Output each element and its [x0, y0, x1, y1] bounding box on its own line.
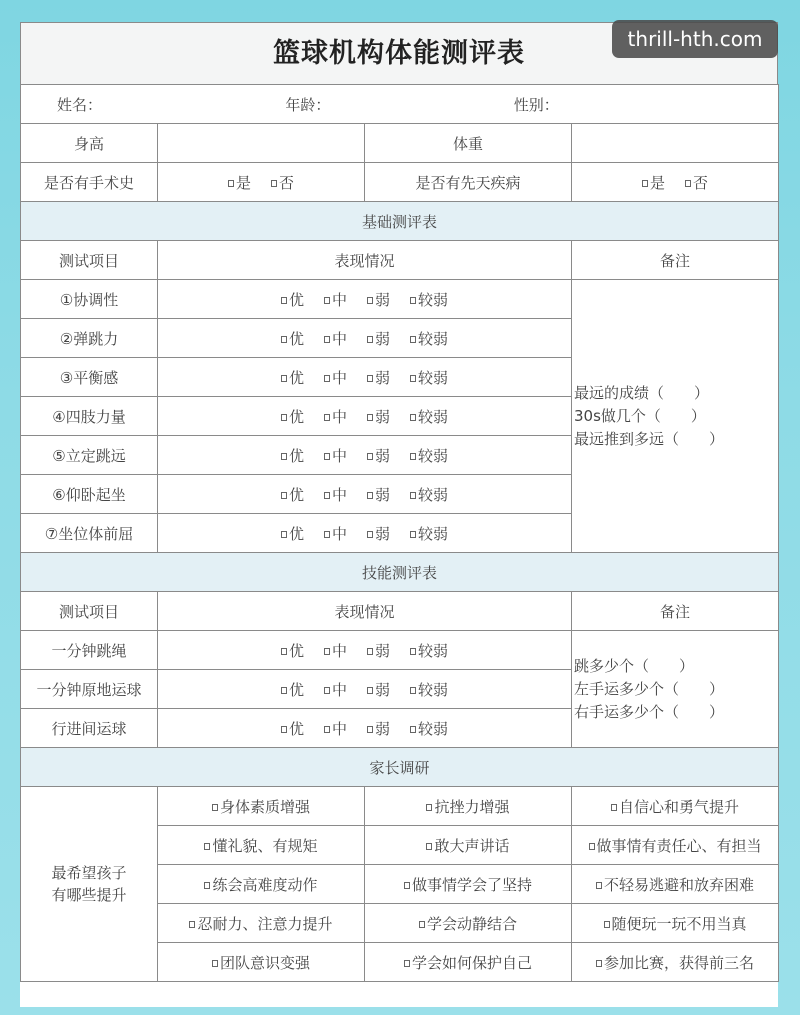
- basic-item-5-rating-2-checkbox[interactable]: 弱: [367, 484, 390, 505]
- basic-item-3-rating-3-checkbox[interactable]: 较弱: [410, 406, 448, 427]
- basic-item-0-rating-2-checkbox[interactable]: 弱: [367, 289, 390, 310]
- watermark-badge: thrill-hth.com: [612, 20, 778, 58]
- weight-input[interactable]: [572, 124, 779, 163]
- checkbox-icon: [596, 882, 602, 889]
- basic-item-3-rating-1-checkbox[interactable]: 中: [324, 406, 347, 427]
- basic-item-4-rating-0-checkbox[interactable]: 优: [281, 445, 304, 466]
- checkbox-icon: [426, 843, 432, 850]
- skill-item-0-rating-0-checkbox[interactable]: 优: [281, 640, 304, 661]
- checkbox-icon: [604, 921, 610, 928]
- gender-label: 性别：: [513, 95, 559, 114]
- parent-option-checkbox[interactable]: 敢大声讲话: [365, 826, 572, 865]
- basic-item-label: ⑤立定跳远: [21, 436, 158, 475]
- parent-question-cell: [21, 787, 158, 982]
- basic-item-4-rating-3-checkbox[interactable]: 较弱: [410, 445, 448, 466]
- parent-option-checkbox[interactable]: 随便玩一玩不用当真: [572, 904, 779, 943]
- skill-col-performance: 表现情况: [158, 592, 572, 631]
- parent-question-line: 有哪些提升: [51, 886, 127, 904]
- basic-note-line: 最远的成绩（ ）: [574, 383, 710, 402]
- basic-item-1-rating-3-checkbox[interactable]: 较弱: [410, 328, 448, 349]
- checkbox-icon: [596, 960, 602, 967]
- skill-item-0-rating-2-checkbox[interactable]: 弱: [367, 640, 390, 661]
- parent-option-checkbox[interactable]: 团队意识变强: [158, 943, 365, 982]
- checkbox-icon: [589, 843, 595, 850]
- basic-item-3-rating-options: [158, 397, 572, 436]
- skill-item-1-rating-options: [158, 670, 572, 709]
- congenital-yes-checkbox[interactable]: 是: [642, 172, 665, 193]
- basic-item-6-rating-0-checkbox[interactable]: 优: [281, 523, 304, 544]
- basic-col-note: 备注: [572, 241, 779, 280]
- parent-question-line: 最希望孩子: [51, 864, 127, 882]
- basic-item-2-rating-2-checkbox[interactable]: 弱: [367, 367, 390, 388]
- name-label: 姓名：: [57, 95, 103, 114]
- skill-note-line: 左手运多少个（ ）: [574, 679, 725, 698]
- basic-item-0-rating-1-checkbox[interactable]: 中: [324, 289, 347, 310]
- parent-option-checkbox[interactable]: 做事情学会了坚持: [365, 865, 572, 904]
- skill-item-1-rating-0-checkbox[interactable]: 优: [281, 679, 304, 700]
- skill-item-2-rating-3-checkbox[interactable]: 较弱: [410, 718, 448, 739]
- basic-item-6-rating-2-checkbox[interactable]: 弱: [367, 523, 390, 544]
- skill-item-row: [21, 631, 779, 670]
- basic-item-1-rating-1-checkbox[interactable]: 中: [324, 328, 347, 349]
- parent-option-checkbox[interactable]: 做事情有责任心、有担当: [572, 826, 779, 865]
- basic-item-label: ⑦坐位体前屈: [21, 514, 158, 553]
- skill-note-line: 跳多少个（ ）: [574, 656, 695, 675]
- skill-item-2-rating-1-checkbox[interactable]: 中: [324, 718, 347, 739]
- checkbox-icon: [419, 921, 425, 928]
- basic-item-6-rating-options: [158, 514, 572, 553]
- basic-note-line: 最远推到多远（ ）: [574, 429, 725, 448]
- skill-section-header: 技能测评表: [21, 553, 779, 592]
- basic-col-item: 测试项目: [21, 241, 158, 280]
- skill-item-2-rating-2-checkbox[interactable]: 弱: [367, 718, 390, 739]
- basic-item-6-rating-3-checkbox[interactable]: 较弱: [410, 523, 448, 544]
- surgery-options: [158, 163, 365, 202]
- checkbox-icon: [212, 804, 218, 811]
- basic-item-1-rating-0-checkbox[interactable]: 优: [281, 328, 304, 349]
- sheet-title: 篮球机构体能测评表: [20, 22, 778, 84]
- basic-col-performance: 表现情况: [158, 241, 572, 280]
- parent-option-checkbox[interactable]: 学会动静结合: [365, 904, 572, 943]
- parent-option-checkbox[interactable]: 自信心和勇气提升: [572, 787, 779, 826]
- basic-item-label: ③平衡感: [21, 358, 158, 397]
- height-input[interactable]: [158, 124, 365, 163]
- basic-item-4-rating-options: [158, 436, 572, 475]
- checkbox-icon: [212, 960, 218, 967]
- basic-item-2-rating-3-checkbox[interactable]: 较弱: [410, 367, 448, 388]
- basic-item-0-rating-3-checkbox[interactable]: 较弱: [410, 289, 448, 310]
- parent-option-checkbox[interactable]: 身体素质增强: [158, 787, 365, 826]
- skill-notes-cell[interactable]: [572, 631, 779, 748]
- assessment-form-table: [20, 84, 779, 982]
- weight-label: 体重: [365, 124, 572, 163]
- skill-note-line: 右手运多少个（ ）: [574, 702, 725, 721]
- skill-item-label: 一分钟原地运球: [21, 670, 158, 709]
- skill-item-0-rating-options: [158, 631, 572, 670]
- basic-item-0-rating-0-checkbox[interactable]: 优: [281, 289, 304, 310]
- checkbox-icon: [426, 804, 432, 811]
- checkbox-icon: [204, 843, 210, 850]
- basic-item-label: ①协调性: [21, 280, 158, 319]
- basic-item-2-rating-options: [158, 358, 572, 397]
- parent-option-checkbox[interactable]: 忍耐力、注意力提升: [158, 904, 365, 943]
- surgery-yes-checkbox[interactable]: 是: [228, 172, 251, 193]
- skill-item-label: 行进间运球: [21, 709, 158, 748]
- basic-item-5-rating-0-checkbox[interactable]: 优: [281, 484, 304, 505]
- skill-col-item: 测试项目: [21, 592, 158, 631]
- skill-item-2-rating-options: [158, 709, 572, 748]
- basic-section-header: 基础测评表: [21, 202, 779, 241]
- checkbox-icon: [404, 960, 410, 967]
- skill-item-label: 一分钟跳绳: [21, 631, 158, 670]
- parent-section-header: 家长调研: [21, 748, 779, 787]
- basic-item-label: ⑥仰卧起坐: [21, 475, 158, 514]
- basic-item-label: ④四肢力量: [21, 397, 158, 436]
- basic-item-1-rating-2-checkbox[interactable]: 弱: [367, 328, 390, 349]
- basic-item-1-rating-options: [158, 319, 572, 358]
- body-measure-row: [21, 124, 779, 163]
- basic-item-4-rating-2-checkbox[interactable]: 弱: [367, 445, 390, 466]
- height-label: 身高: [21, 124, 158, 163]
- surgery-no-checkbox[interactable]: 否: [271, 172, 294, 193]
- basic-item-label: ②弹跳力: [21, 319, 158, 358]
- parent-option-checkbox[interactable]: 参加比赛，获得前三名: [572, 943, 779, 982]
- info-row: [21, 85, 779, 124]
- basic-item-5-rating-1-checkbox[interactable]: 中: [324, 484, 347, 505]
- parent-option-checkbox[interactable]: 抗挫力增强: [365, 787, 572, 826]
- parent-option-checkbox[interactable]: 学会如何保护自己: [365, 943, 572, 982]
- congenital-options: [572, 163, 779, 202]
- congenital-label: 是否有先天疾病: [365, 163, 572, 202]
- skill-item-0-rating-3-checkbox[interactable]: 较弱: [410, 640, 448, 661]
- basic-item-2-rating-1-checkbox[interactable]: 中: [324, 367, 347, 388]
- parent-option-checkbox[interactable]: 不轻易逃避和放弃困难: [572, 865, 779, 904]
- congenital-no-checkbox[interactable]: 否: [685, 172, 708, 193]
- basic-note-line: 30s做几个（ ）: [574, 406, 706, 425]
- basic-item-5-rating-options: [158, 475, 572, 514]
- basic-item-3-rating-2-checkbox[interactable]: 弱: [367, 406, 390, 427]
- checkbox-icon: [204, 882, 210, 889]
- parent-option-checkbox[interactable]: 懂礼貌、有规矩: [158, 826, 365, 865]
- basic-notes-cell[interactable]: [572, 280, 779, 553]
- skill-item-1-rating-2-checkbox[interactable]: 弱: [367, 679, 390, 700]
- skill-col-note: 备注: [572, 592, 779, 631]
- age-label: 年龄：: [285, 95, 331, 114]
- checkbox-icon: [404, 882, 410, 889]
- parent-option-row: [21, 787, 779, 826]
- basic-item-row: [21, 280, 779, 319]
- skill-item-2-rating-0-checkbox[interactable]: 优: [281, 718, 304, 739]
- basic-item-6-rating-1-checkbox[interactable]: 中: [324, 523, 347, 544]
- skill-item-1-rating-1-checkbox[interactable]: 中: [324, 679, 347, 700]
- parent-option-checkbox[interactable]: 练会高难度动作: [158, 865, 365, 904]
- checkbox-icon: [611, 804, 617, 811]
- checkbox-icon: [189, 921, 195, 928]
- skill-item-0-rating-1-checkbox[interactable]: 中: [324, 640, 347, 661]
- basic-item-4-rating-1-checkbox[interactable]: 中: [324, 445, 347, 466]
- medical-row: [21, 163, 779, 202]
- basic-item-0-rating-options: [158, 280, 572, 319]
- surgery-label: 是否有手术史: [21, 163, 158, 202]
- basic-item-2-rating-0-checkbox[interactable]: 优: [281, 367, 304, 388]
- skill-item-1-rating-3-checkbox[interactable]: 较弱: [410, 679, 448, 700]
- basic-item-3-rating-0-checkbox[interactable]: 优: [281, 406, 304, 427]
- basic-item-5-rating-3-checkbox[interactable]: 较弱: [410, 484, 448, 505]
